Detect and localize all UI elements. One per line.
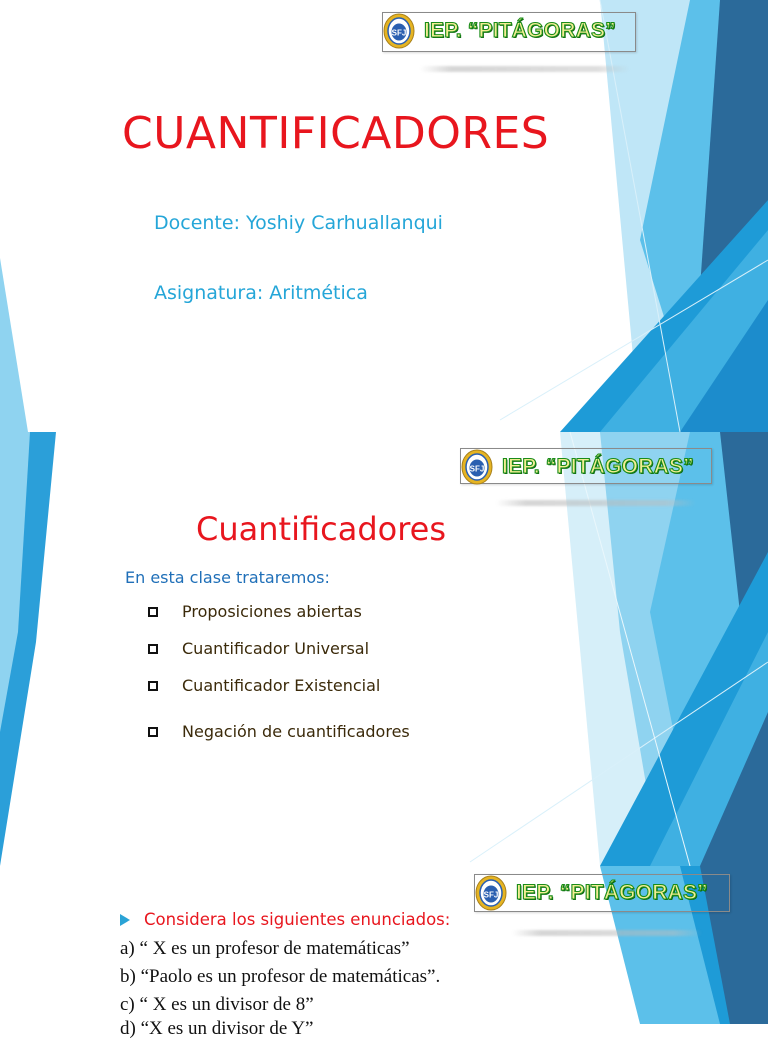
example-item: b) “Paolo es un profesor de matemáticas”. — [120, 966, 441, 987]
svg-text:SFJ: SFJ — [469, 464, 485, 474]
slide-title — [0, 0, 768, 432]
square-bullet-icon — [148, 727, 158, 737]
list-item: Cuantificador Existencial — [148, 676, 380, 695]
list-item: Cuantificador Universal — [148, 639, 369, 658]
svg-text:SFJ: SFJ — [483, 890, 499, 900]
school-emblem-icon — [382, 12, 416, 50]
examples-lead: Considera los siguientes enunciados: — [120, 910, 450, 929]
svg-text:SFJ: SFJ — [391, 28, 407, 38]
school-name: IEP. “PITÁGORAS” — [424, 19, 616, 42]
logo-tagline — [420, 66, 630, 72]
list-item: Negación de cuantificadores — [148, 722, 410, 741]
school-emblem-icon — [474, 874, 508, 912]
arrow-bullet-icon — [120, 914, 130, 926]
school-logo — [474, 874, 708, 912]
slide-contents — [0, 432, 768, 866]
list-item: Proposiciones abiertas — [148, 602, 362, 621]
slide-decoration — [0, 432, 768, 866]
square-bullet-icon — [148, 681, 158, 691]
school-name: IEP. “PITÁGORAS” — [516, 881, 708, 904]
school-logo — [382, 12, 616, 50]
school-name: IEP. “PITÁGORAS” — [502, 455, 694, 478]
example-item: a) “ X es un profesor de matemáticas” — [120, 938, 410, 959]
square-bullet-icon — [148, 644, 158, 654]
square-bullet-icon — [148, 607, 158, 617]
section-title: Cuantificadores — [196, 510, 447, 548]
teacher-line: Docente: Yoshiy Carhuallanqui — [154, 212, 443, 234]
school-logo — [460, 448, 694, 486]
example-item: c) “ X es un divisor de 8” — [120, 994, 314, 1015]
school-emblem-icon — [460, 448, 494, 486]
subject-line: Asignatura: Aritmética — [154, 282, 368, 304]
example-item: d) “X es un divisor de Y” — [120, 1018, 314, 1039]
slide-examples — [0, 866, 768, 1039]
presentation-title: CUANTIFICADORES — [122, 108, 550, 159]
logo-tagline — [512, 930, 702, 936]
section-intro: En esta clase trataremos: — [125, 568, 330, 587]
logo-tagline — [496, 500, 696, 506]
